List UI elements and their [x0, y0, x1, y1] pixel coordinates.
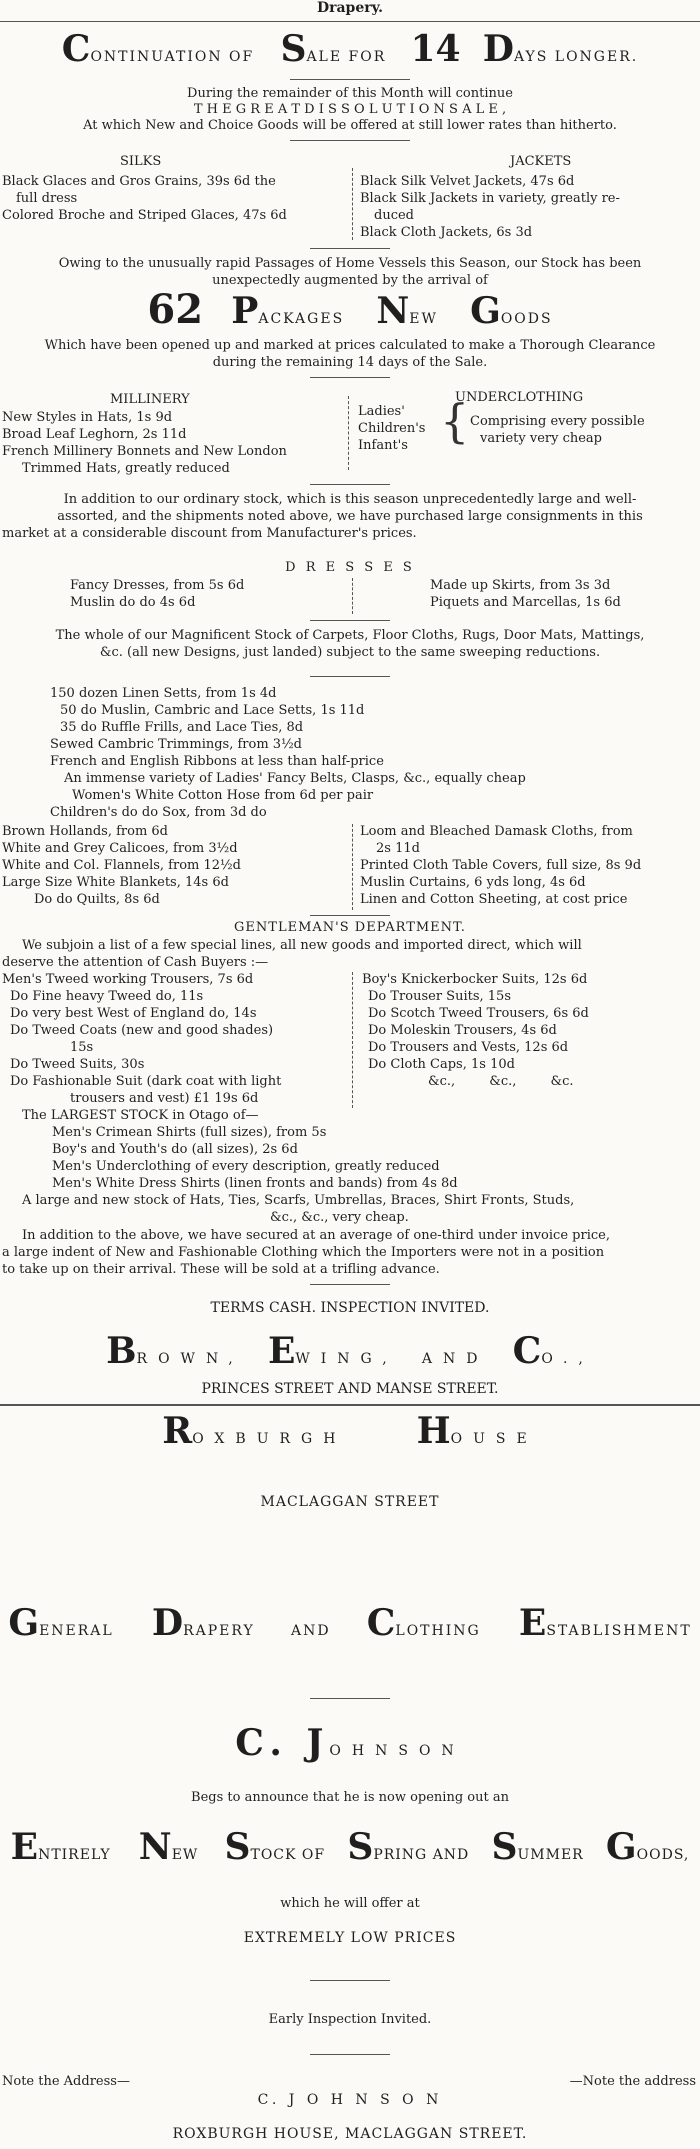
silks-line: Black Glaces and Gros Grains, 39s 6d the — [2, 174, 276, 189]
section-title: Drapery. — [316, 0, 384, 16]
gentlemen-line: Do Tweed Coats (new and good shades) — [10, 1023, 274, 1038]
closing-line: to take up on their arrival. These will be sold at a trifling advance. — [2, 1262, 440, 1277]
gentlemen-line: trousers and vest) £1 19s 6d — [70, 1091, 259, 1106]
divider — [0, 1404, 700, 1406]
gentlemen-line: Do Fine heavy Tweed do, 11s — [10, 989, 204, 1004]
divider — [310, 484, 390, 485]
arrival-line: during the remaining 14 days of the Sale. — [212, 355, 488, 370]
proprietor-name: C. JOHNSON — [235, 1722, 465, 1764]
jackets-line: Black Silk Velvet Jackets, 47s 6d — [360, 174, 575, 189]
stock-list-line: Men's White Dress Shirts (linen fronts and bands) from 4s 8d — [52, 1176, 458, 1191]
divider — [310, 377, 390, 378]
divider — [0, 21, 700, 22]
dresses-line: Piquets and Marcellas, 1s 6d — [430, 595, 621, 610]
arrival-line: Owing to the unusually rapid Passages of Home Vessels this Season, our Stock has been — [58, 256, 642, 271]
stock-list-line: The LARGEST STOCK in Otago of— — [22, 1108, 259, 1123]
firm-name: BROWN, EWING, AND CO., — [106, 1330, 594, 1372]
sale-headline: CONTINUATION OF SALE FOR 14 DAYS LONGER. — [61, 28, 639, 70]
millinery-line: Broad Leaf Leghorn, 2s 11d — [2, 427, 187, 442]
dresses-line: Muslin do do 4s 6d — [70, 595, 196, 610]
dresses-line: Made up Skirts, from 3s 3d — [430, 578, 611, 593]
stock-line: In addition to our ordinary stock, which is this season unprecedentedly large and well- — [63, 492, 637, 507]
household-line: Muslin Curtains, 6 yds long, 4s 6d — [360, 875, 586, 890]
linens-line: 150 dozen Linen Setts, from 1s 4d — [50, 686, 277, 701]
firm-address: PRINCES STREET AND MANSE STREET. — [201, 1381, 499, 1397]
footer-name: C. J O H N S O N — [257, 2092, 443, 2108]
divider — [310, 620, 390, 621]
household-line: Linen and Cotton Sheeting, at cost price — [360, 892, 628, 907]
gentlemen-line: Do Tweed Suits, 30s — [10, 1057, 145, 1072]
gentlemen-line: Do Cloth Caps, 1s 10d — [368, 1057, 515, 1072]
jackets-line: Black Silk Jackets in variety, greatly re- — [360, 191, 620, 206]
closing-line: a large indent of New and Fashionable Clothing which the Importers were not in a position — [2, 1245, 605, 1260]
announce-line: Begs to announce that he is now opening out an — [191, 1790, 509, 1805]
gentlemen-line: Do very best West of England do, 14s — [10, 1006, 257, 1021]
establishment-headline: GENERAL DRAPERY AND CLOTHING ESTABLISHMENT — [8, 1602, 692, 1644]
house-name: ROXBURGH HOUSE — [162, 1410, 538, 1452]
divider — [310, 1284, 390, 1285]
jackets-heading: JACKETS — [510, 154, 572, 169]
invite-line: Early Inspection Invited. — [268, 2012, 432, 2027]
divider — [310, 915, 390, 916]
arrival-line: unexpectedly augmented by the arrival of — [212, 273, 488, 288]
column-divider — [352, 578, 353, 614]
gentlemen-intro: We subjoin a list of a few special lines, all new goods and imported direct, which will — [22, 938, 582, 953]
prices-line: EXTREMELY LOW PRICES — [243, 1930, 457, 1946]
divider — [310, 1980, 390, 1981]
jackets-line: duced — [374, 208, 414, 223]
gentlemen-line: Do Moleskin Trousers, 4s 6d — [368, 1023, 557, 1038]
divider — [310, 248, 390, 249]
dresses-line: Fancy Dresses, from 5s 6d — [70, 578, 245, 593]
silks-line: Colored Broche and Striped Glaces, 47s 6d — [2, 208, 287, 223]
brace-glyph: { — [440, 394, 470, 448]
gentlemen-line: Do Trousers and Vests, 12s 6d — [368, 1040, 569, 1055]
household-line: 2s 11d — [376, 841, 420, 856]
linens-line: Sewed Cambric Trimmings, from 3½d — [50, 737, 302, 752]
household-line: Large Size White Blankets, 14s 6d — [2, 875, 229, 890]
underclothing-label: Ladies' — [358, 404, 405, 419]
household-line: Printed Cloth Table Covers, full size, 8s 9d — [360, 858, 642, 873]
underclothing-label: Children's — [358, 421, 426, 436]
note-right: —Note the address — [569, 2074, 696, 2089]
stock-list-line: &c., &c., very cheap. — [270, 1210, 409, 1225]
gentlemen-line: Boy's Knickerbocker Suits, 12s 6d — [362, 972, 588, 987]
gentlemen-line: Do Fashionable Suit (dark coat with light — [10, 1074, 282, 1089]
stock-headline: ENTIRELY NEW STOCK OF SPRING AND SUMMER GOODS, — [10, 1826, 690, 1868]
divider — [310, 676, 390, 677]
millinery-line: French Millinery Bonnets and New London — [2, 444, 287, 459]
divider — [310, 2054, 390, 2055]
linens-line: Children's do do Sox, from 3d do — [50, 805, 267, 820]
carpets-line: The whole of our Magnificent Stock of Carpets, Floor Cloths, Rugs, Door Mats, Mattings, — [55, 628, 645, 643]
stock-list-line: Men's Underclothing of every description, greatly reduced — [52, 1159, 440, 1174]
carpets-line: &c. (all new Designs, just landed) subject to the same sweeping reductions. — [99, 645, 601, 660]
arrival-line: Which have been opened up and marked at prices calculated to make a Thorough Clearance — [44, 338, 656, 353]
household-line: Brown Hollands, from 6d — [2, 824, 168, 839]
column-divider — [352, 972, 353, 1108]
note-left: Note the Address— — [2, 2074, 130, 2089]
linens-line: Women's White Cotton Hose from 6d per pair — [72, 788, 374, 803]
stock-list-line: Men's Crimean Shirts (full sizes), from 5s — [52, 1125, 327, 1140]
stock-list-line: Boy's and Youth's do (all sizes), 2s 6d — [52, 1142, 298, 1157]
underclothing-line: variety very cheap — [480, 431, 603, 446]
gentlemen-line: &c., &c., &c. — [428, 1074, 574, 1089]
intro-line: During the remainder of this Month will continue — [187, 86, 513, 101]
household-line: Do do Quilts, 8s 6d — [34, 892, 160, 907]
column-divider — [348, 396, 349, 470]
dresses-heading: D R E S S E S — [285, 560, 415, 575]
offer-line: which he will offer at — [280, 1896, 420, 1911]
divider — [290, 140, 410, 141]
stock-line: market at a considerable discount from Manufacturer's prices. — [2, 526, 417, 541]
footer-address: ROXBURGH HOUSE, MACLAGGAN STREET. — [172, 2126, 528, 2142]
linens-line: 35 do Ruffle Frills, and Lace Ties, 8d — [60, 720, 304, 735]
intro-line: At which New and Choice Goods will be offered at still lower rates than hitherto. — [83, 118, 617, 133]
underclothing-label: Infant's — [358, 438, 408, 453]
gentlemen-line: Men's Tweed working Trousers, 7s 6d — [2, 972, 254, 987]
gentlemen-heading: GENTLEMAN'S DEPARTMENT. — [234, 920, 466, 935]
packages-headline: 62 PACKAGES NEW GOODS — [147, 286, 553, 333]
silks-heading: SILKS — [120, 154, 162, 169]
underclothing-line: Comprising every possible — [470, 414, 645, 429]
stock-line: assorted, and the shipments noted above, we have purchased large consignments in this — [57, 509, 643, 524]
millinery-line: New Styles in Hats, 1s 9d — [2, 410, 173, 425]
millinery-heading: MILLINERY — [110, 392, 190, 407]
linens-line: An immense variety of Ladies' Fancy Belts, Clasps, &c., equally cheap — [64, 771, 526, 786]
jackets-line: Black Cloth Jackets, 6s 3d — [360, 225, 533, 240]
closing-line: In addition to the above, we have secured at an average of one-third under invoice price, — [22, 1228, 610, 1243]
household-line: White and Grey Calicoes, from 3½d — [2, 841, 238, 856]
stock-list-line: A large and new stock of Hats, Ties, Scarfs, Umbrellas, Braces, Shirt Fronts, Studs, — [22, 1193, 575, 1208]
divider — [310, 1698, 390, 1699]
linens-line: 50 do Muslin, Cambric and Lace Setts, 1s 11d — [60, 703, 365, 718]
intro-line: T H E G R E A T D I S S O L U T I O N S A L E , — [193, 102, 507, 117]
household-line: White and Col. Flannels, from 12½d — [2, 858, 241, 873]
millinery-line: Trimmed Hats, greatly reduced — [22, 461, 230, 476]
street-name: MACLAGGAN STREET — [260, 1494, 440, 1510]
underclothing-heading: UNDERCLOTHING — [455, 390, 584, 405]
divider — [290, 79, 410, 80]
gentlemen-line: Do Scotch Tweed Trousers, 6s 6d — [368, 1006, 589, 1021]
gentlemen-line: Do Trouser Suits, 15s — [368, 989, 511, 1004]
column-divider — [352, 824, 353, 910]
silks-line: full dress — [16, 191, 78, 206]
column-divider — [352, 168, 353, 240]
gentlemen-intro: deserve the attention of Cash Buyers :— — [2, 955, 269, 970]
gentlemen-line: 15s — [70, 1040, 94, 1055]
linens-line: French and English Ribbons at less than half-price — [50, 754, 384, 769]
household-line: Loom and Bleached Damask Cloths, from — [360, 824, 633, 839]
terms: TERMS CASH. INSPECTION INVITED. — [210, 1300, 490, 1316]
